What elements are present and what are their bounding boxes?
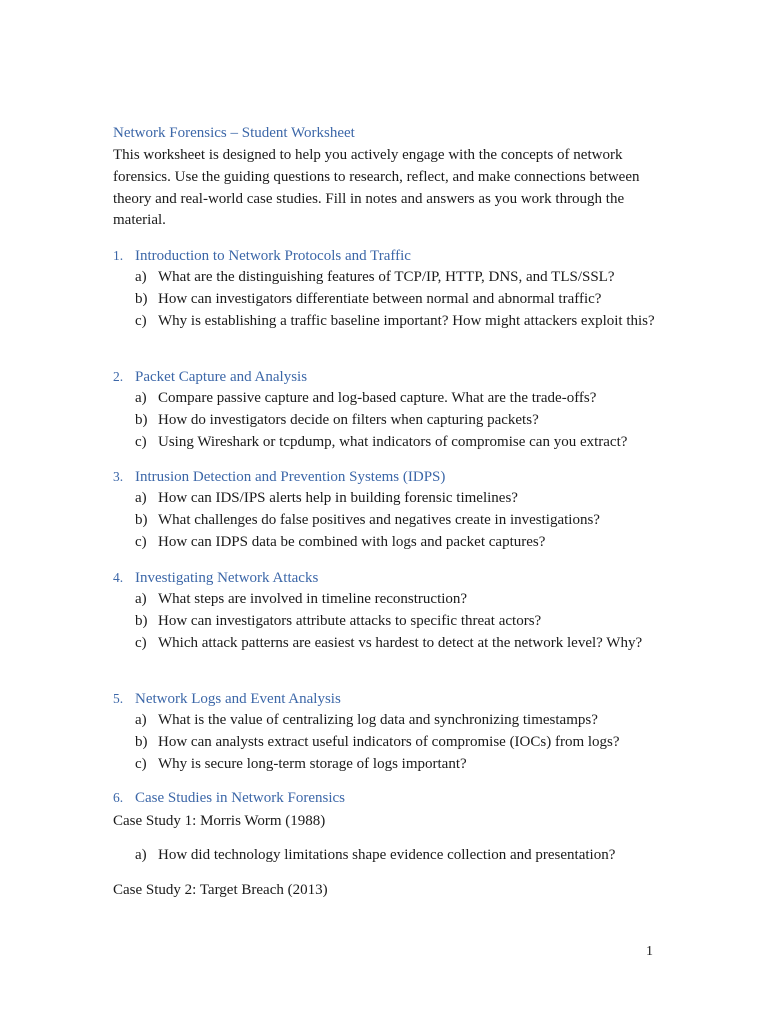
question-item	[135, 845, 655, 867]
question-item	[135, 311, 655, 333]
intro-paragraph: This worksheet is designed to help you actively engage with the concepts of network forensics. Use the guiding questions to research, reflect, and make connections between theory and real-world case studies. Fill in notes and answers as you work through the material.	[113, 147, 640, 229]
section-number: 1.	[113, 248, 124, 263]
worksheet-title: Network Forensics – Student Worksheet	[113, 125, 355, 141]
section-number: 5.	[113, 691, 124, 706]
question-text: Compare passive capture and log-based capture. What are the trade-offs?	[158, 390, 597, 406]
section-number: 4.	[113, 570, 124, 585]
question-item	[135, 488, 655, 510]
case-study-label: Case Study 2: Target Breach (2013)	[113, 882, 328, 898]
question-item	[135, 410, 655, 432]
section-number: 2.	[113, 369, 124, 384]
section-title: Investigating Network Attacks	[135, 570, 319, 586]
question-marker: a)	[135, 712, 147, 728]
section-title: Intrusion Detection and Prevention Systems (IDPS)	[135, 469, 446, 485]
question-marker: a)	[135, 269, 147, 285]
question-item	[135, 710, 655, 732]
question-marker: b)	[135, 412, 148, 428]
question-text: How can IDPS data be combined with logs and packet captures?	[158, 534, 546, 550]
section-heading	[113, 467, 445, 487]
question-item	[135, 754, 655, 776]
question-text: Why is secure long-term storage of logs important?	[158, 756, 467, 772]
question-marker: b)	[135, 512, 148, 528]
question-text: How can investigators attribute attacks to specific threat actors?	[158, 613, 542, 629]
question-marker: b)	[135, 734, 148, 750]
section-number: 6.	[113, 790, 124, 805]
page-number: 1	[646, 944, 653, 959]
question-item	[135, 267, 655, 289]
question-text: How can analysts extract useful indicators of compromise (IOCs) from logs?	[158, 734, 620, 750]
question-text: What are the distinguishing features of TCP/IP, HTTP, DNS, and TLS/SSL?	[158, 269, 615, 285]
section-title: Packet Capture and Analysis	[135, 369, 308, 385]
question-item	[135, 432, 655, 454]
question-text: How can investigators differentiate between normal and abnormal traffic?	[158, 291, 602, 307]
question-marker: a)	[135, 490, 147, 506]
question-marker: c)	[135, 756, 147, 772]
question-text: How did technology limitations shape evidence collection and presentation?	[158, 847, 616, 863]
case-study-label: Case Study 1: Morris Worm (1988)	[113, 813, 326, 829]
question-item	[135, 532, 655, 554]
question-marker: c)	[135, 635, 147, 651]
section-heading	[113, 689, 341, 709]
question-marker: c)	[135, 313, 147, 329]
section-heading	[113, 367, 307, 387]
question-item	[135, 732, 655, 754]
question-marker: b)	[135, 613, 148, 629]
question-text: What steps are involved in timeline reconstruction?	[158, 591, 468, 607]
question-item	[135, 611, 655, 633]
question-text: Why is establishing a traffic baseline important? How might attackers exploit this?	[158, 313, 655, 329]
section-heading	[113, 246, 411, 266]
question-marker: c)	[135, 534, 147, 550]
question-text: What challenges do false positives and negatives create in investigations?	[158, 512, 600, 528]
question-item	[135, 510, 655, 532]
question-marker: a)	[135, 390, 147, 406]
question-marker: a)	[135, 847, 147, 863]
question-marker: a)	[135, 591, 147, 607]
question-text: Using Wireshark or tcpdump, what indicators of compromise can you extract?	[158, 434, 628, 450]
section-title: Introduction to Network Protocols and Traffic	[135, 248, 411, 264]
question-item	[135, 589, 655, 611]
section-number: 3.	[113, 469, 124, 484]
section-title: Case Studies in Network Forensics	[135, 790, 345, 806]
question-text: How can IDS/IPS alerts help in building forensic timelines?	[158, 490, 518, 506]
section-title: Network Logs and Event Analysis	[135, 691, 341, 707]
question-item	[135, 289, 655, 311]
question-item	[135, 388, 655, 410]
question-text: Which attack patterns are easiest vs hardest to detect at the network level? Why?	[158, 635, 643, 651]
question-text: What is the value of centralizing log data and synchronizing timestamps?	[158, 712, 598, 728]
question-marker: b)	[135, 291, 148, 307]
section-heading	[113, 568, 318, 588]
section-heading	[113, 788, 345, 808]
question-text: How do investigators decide on filters when capturing packets?	[158, 412, 539, 428]
question-marker: c)	[135, 434, 147, 450]
question-item	[135, 633, 655, 655]
